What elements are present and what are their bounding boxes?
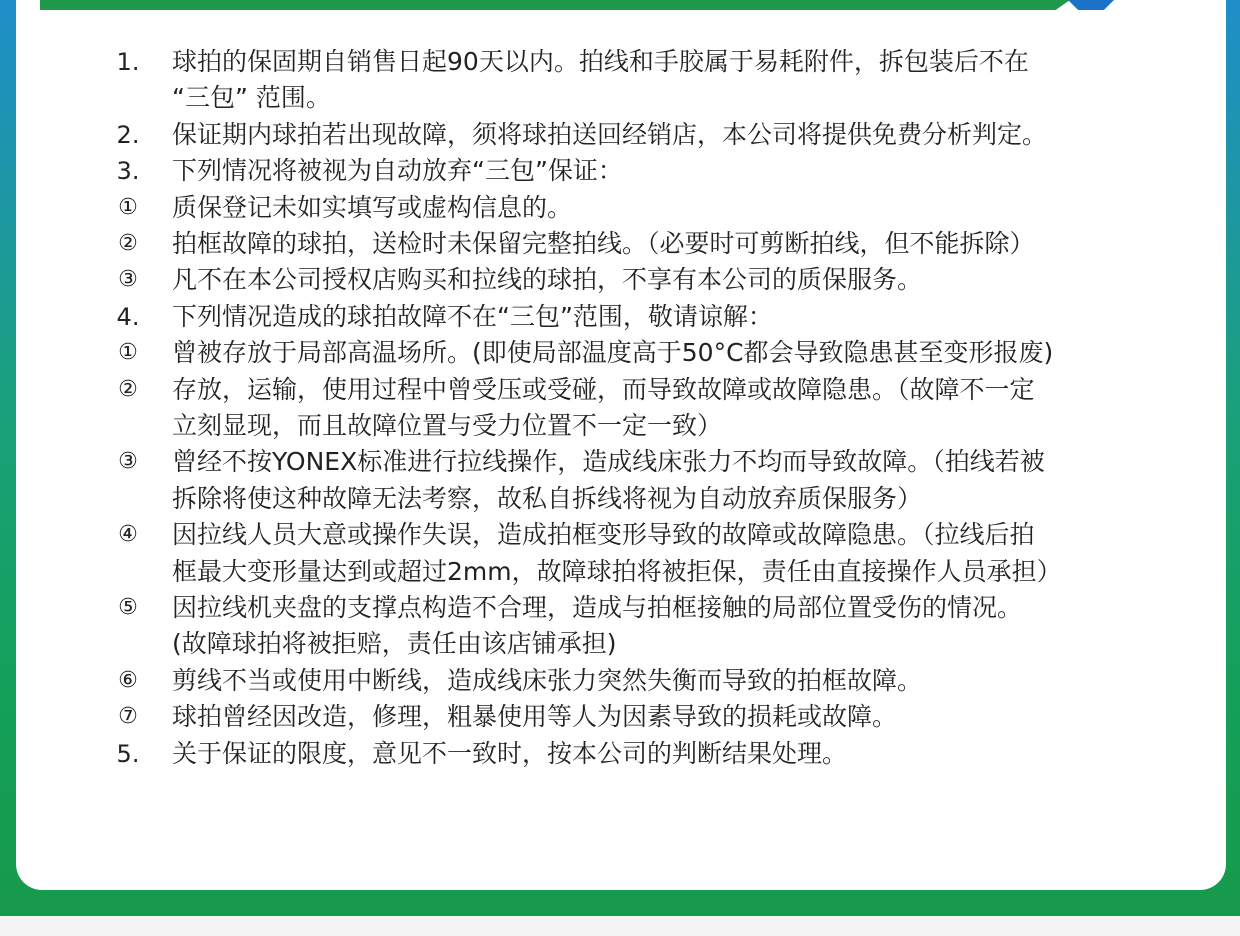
term-line xyxy=(0,262,1240,298)
term-line xyxy=(0,663,1240,699)
term-text: 存放，运输，使用过程中曾受压或受碰，而导致故障或故障隐患。（故障不一定 xyxy=(172,375,1035,404)
term-text: 框最大变形量达到或超过2mm，故障球拍将被拒保，责任由直接操作人员承担） xyxy=(172,557,1062,586)
term-text: “三包” 范围。 xyxy=(172,83,331,112)
sub-item-marker: ④ xyxy=(118,522,138,547)
term-text: 曾被存放于局部高温场所。(即使局部温度高于50°C都会导致隐患甚至变形报废) xyxy=(172,338,1054,367)
term-line xyxy=(0,481,1240,517)
term-text: 球拍曾经因改造，修理，粗暴使用等人为因素导致的损耗或故障。 xyxy=(172,702,898,731)
term-line xyxy=(0,335,1240,371)
term-line xyxy=(0,408,1240,444)
sub-item-marker: ② xyxy=(118,231,138,256)
item-number: 5. xyxy=(116,740,140,768)
term-line xyxy=(0,190,1240,226)
term-line xyxy=(0,153,1240,189)
term-line xyxy=(0,699,1240,735)
term-line xyxy=(0,517,1240,553)
term-text: (故障球拍将被拒赔，责任由该店铺承担) xyxy=(172,629,617,658)
item-number: 4. xyxy=(116,303,140,331)
sub-item-marker: ⑦ xyxy=(118,704,138,729)
term-text: 保证期内球拍若出现故障，须将球拍送回经销店，本公司将提供免费分析判定。 xyxy=(172,120,1048,149)
term-line xyxy=(0,117,1240,153)
term-text: 下列情况造成的球拍故障不在“三包”范围，敬请谅解： xyxy=(172,302,773,331)
sub-item-marker: ② xyxy=(118,377,138,402)
item-number: 2. xyxy=(116,121,140,149)
term-line xyxy=(0,44,1240,80)
sub-item-marker: ⑤ xyxy=(118,595,138,620)
term-line xyxy=(0,444,1240,480)
term-text: 质保登记未如实填写或虚构信息的。 xyxy=(172,193,573,222)
item-number: 3. xyxy=(116,157,140,185)
term-line xyxy=(0,626,1240,662)
term-text: 因拉线人员大意或操作失误，造成拍框变形导致的故障或故障隐患。（拉线后拍 xyxy=(172,520,1035,549)
sub-item-marker: ① xyxy=(118,195,138,220)
term-line xyxy=(0,736,1240,772)
term-text: 下列情况将被视为自动放弃“三包”保证： xyxy=(172,156,623,185)
term-line xyxy=(0,590,1240,626)
term-text: 曾经不按YONEX标准进行拉线操作，造成线床张力不均而导致故障。（拍线若被 xyxy=(172,447,1045,476)
term-line xyxy=(0,299,1240,335)
term-text: 凡不在本公司授权店购买和拉线的球拍，不享有本公司的质保服务。 xyxy=(172,265,923,294)
term-line xyxy=(0,80,1240,116)
term-text: 拆除将使这种故障无法考察，故私自拆线将视为自动放弃质保服务） xyxy=(172,484,923,513)
term-text: 关于保证的限度，意见不一致时，按本公司的判断结果处理。 xyxy=(172,739,848,768)
term-text: 立刻显现，而且故障位置与受力位置不一定一致） xyxy=(172,411,723,440)
sub-item-marker: ① xyxy=(118,340,138,365)
item-number: 1. xyxy=(116,48,140,76)
term-line xyxy=(0,226,1240,262)
bottom-strip xyxy=(0,916,1240,936)
term-text: 拍框故障的球拍，送检时未保留完整拍线。（必要时可剪断拍线，但不能拆除） xyxy=(172,229,1035,258)
term-line xyxy=(0,372,1240,408)
term-line xyxy=(0,554,1240,590)
sub-item-marker: ③ xyxy=(118,267,138,292)
sub-item-marker: ⑥ xyxy=(118,668,138,693)
term-text: 因拉线机夹盘的支撑点构造不合理，造成与拍框接触的局部位置受伤的情况。 xyxy=(172,593,1023,622)
term-text: 剪线不当或使用中断线，造成线床张力突然失衡而导致的拍框故障。 xyxy=(172,666,923,695)
sub-item-marker: ③ xyxy=(118,449,138,474)
term-text: 球拍的保固期自销售日起90天以内。拍线和手胶属于易耗附件，拆包装后不在 xyxy=(172,47,1029,76)
